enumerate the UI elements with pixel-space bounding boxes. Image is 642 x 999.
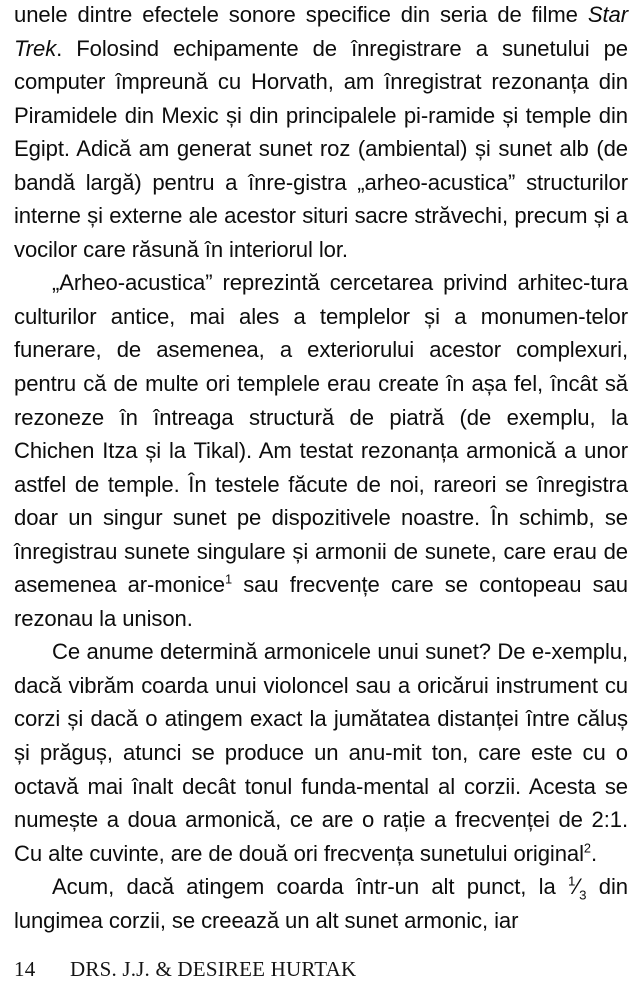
book-title-star-trek: Star Trek [14,2,628,61]
fraction-one-third [568,873,587,903]
paragraph-1-text-lead: unele dintre efectele sonore specifice din seria de filme [14,2,588,27]
paragraph-3 [14,635,628,870]
paragraph-4 [14,870,628,937]
page-number: 14 [14,957,36,981]
paragraph-3-text-rest: . [590,840,597,866]
paragraph-2-text-rest: sau frecvențe care se contopeau sau rezonau la unison. [14,572,628,631]
paragraph-1-text-rest: . Folosind echipamente de înregistrare a sunetului pe computer împreună cu Horvath, am înregistrat rezonanța din Piramidele din Mexic și din principalele pi-ramide și temple din Egipt. Adică am generat sunet roz (ambiental) și sunet alb (de bandă largă) pentru a înre-gistra „arheo-acustica” structurilor interne și externe ale acestor situri sacre străvechi, precum și a vocilor care răsună în interiorul lor. [14,35,628,262]
paragraph-4-text-rest: din lungimea corzii, se creează un alt sunet armonic, iar [14,874,628,933]
fraction-slash: ⁄ [575,874,580,900]
running-head-title: DRS. J.J. & DESIREE HURTAK [70,957,357,981]
footnote-marker-2[interactable]: 2 [583,840,591,856]
paragraph-2 [14,266,628,635]
paragraph-3-text-lead: Ce anume determină armonicele unui sunet? De e-xemplu, dacă vibrăm coarda unui violoncel sau a oricărui instrument cu corzi și dacă o atingem exact la jumătatea distanței între căluș și prăguș, atunci se produce un anu-mit ton, care este cu o octavă mai înalt decât tonul funda-mental al corzii. Acesta se numește a doua armonică, ce are o rație a frecvenței de 2:1. Cu alte cuvinte, are de două ori frecvența sunetului original [14,639,628,866]
paragraph-4-text-lead: Acum, dacă atingem coarda într-un alt punct, la [52,874,568,900]
body-text-column [14,0,628,937]
paragraph-2-text-lead: „Arheo-acustica” reprezintă cercetarea privind arhitec-tura culturilor antice, mai ales a templelor și a monumen-telor funerare, de asemenea, a exteriorului acestor complexuri, pentru că de multe ori templele erau create în așa fel, încât să rezoneze în întreaga structură de piatră (de exemplu, la Chichen Itza și la Tikal). Am testat rezonanța armonică a unor astfel de temple. În testele făcute de noi, rareori se înregistra doar un singur sunet pe dispozitivele noastre. În schimb, se înregistrau sunete singulare și armonii de sunete, care erau de asemenea ar-monice [14,270,628,598]
footnote-marker-1[interactable]: 1 [224,571,232,587]
running-foot [14,957,628,982]
fraction-denominator: 3 [579,887,587,903]
paragraph-1 [14,0,628,266]
fraction-numerator: 1 [568,873,576,889]
